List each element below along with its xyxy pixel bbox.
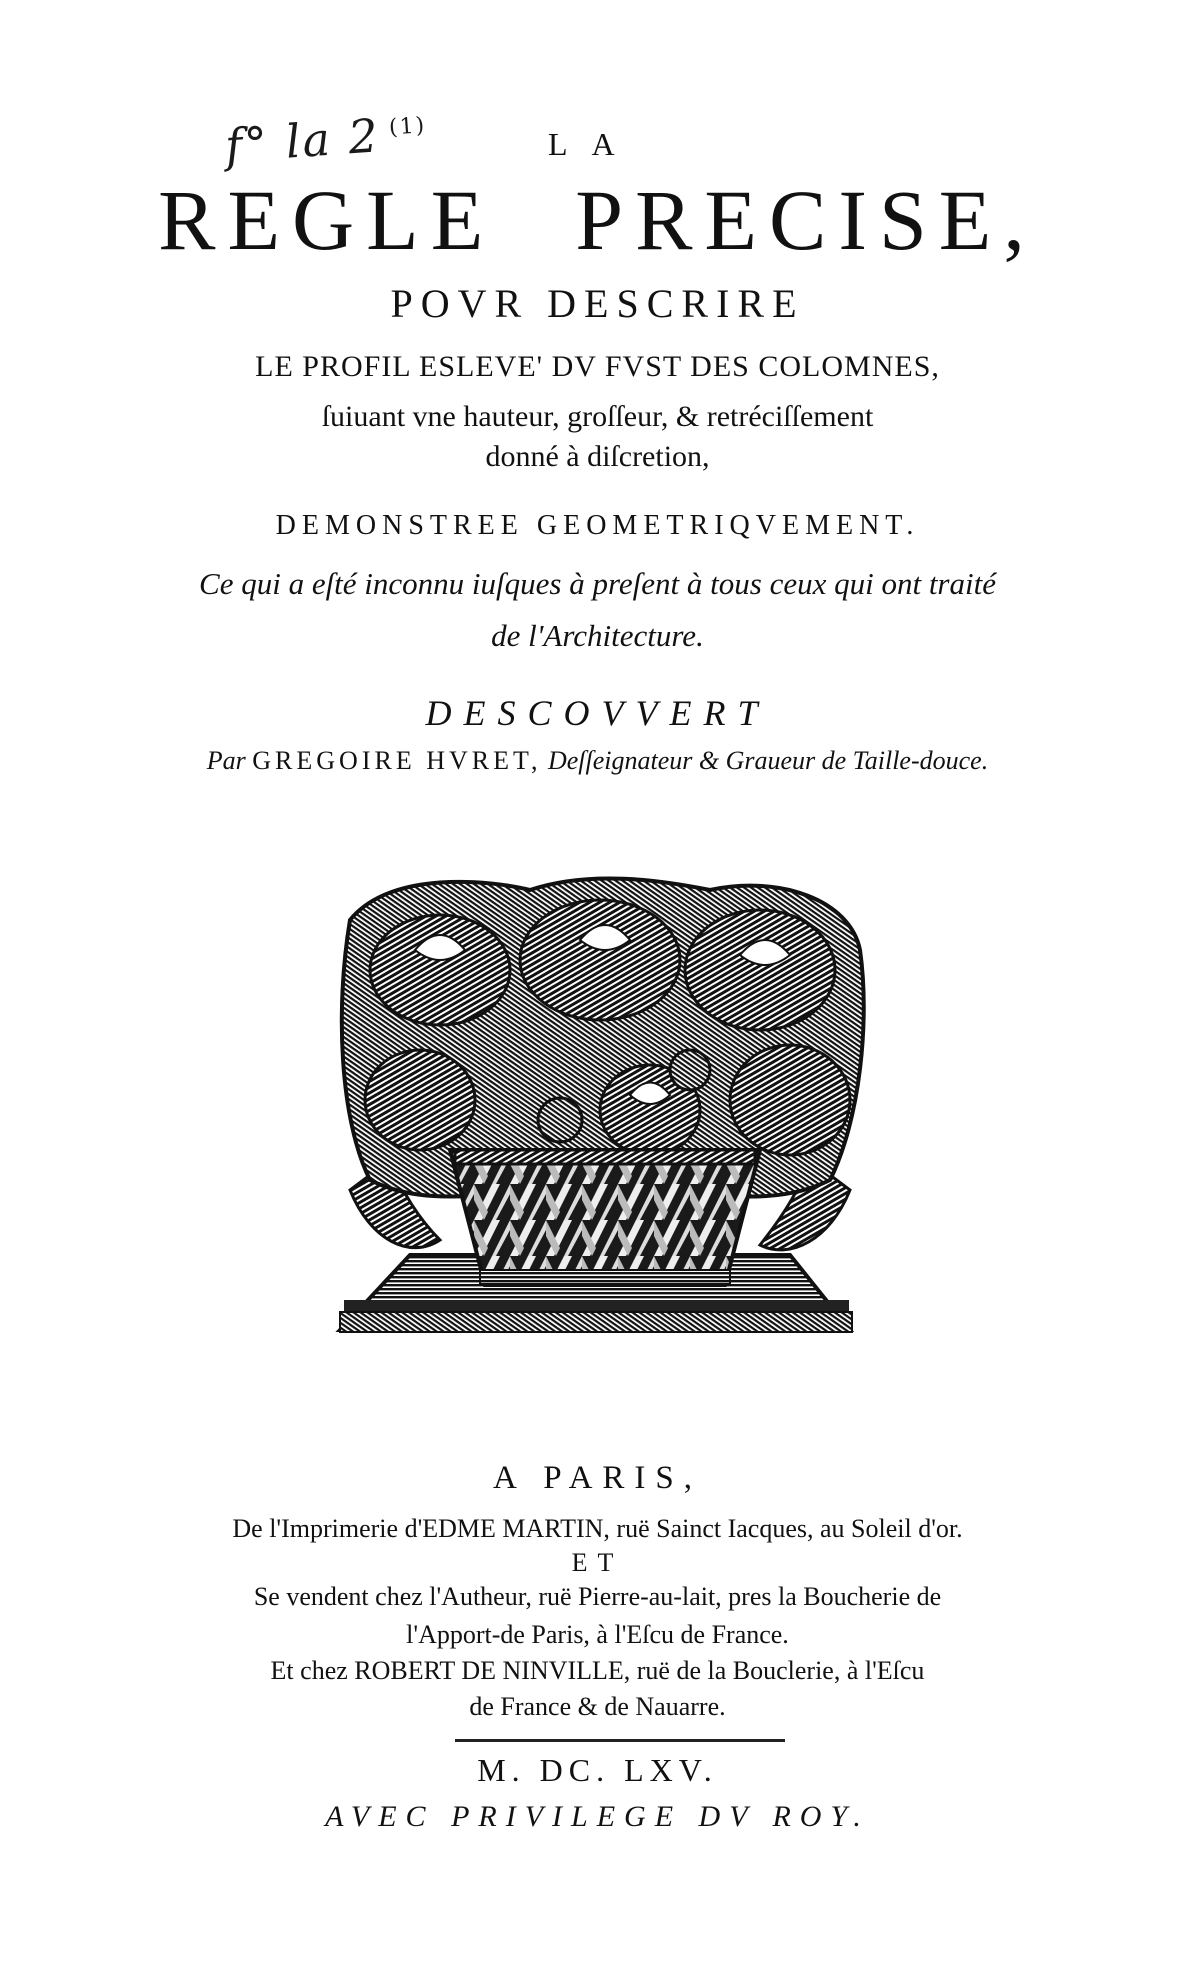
imprint-printer-address: , ruë Sainct Iacques, au Soleil d'or. [603, 1514, 963, 1543]
imprint-printer-prefix: De l'Imprimerie d' [232, 1514, 423, 1543]
handwritten-shelfmark [223, 105, 428, 173]
imprint-city: A PARIS, [492, 1460, 703, 1496]
subtitle-line-2: LE PROFIL ESLEVE' DV FVST DES COLOMNES, [255, 350, 940, 383]
discovered-heading: DESCOVVERT [425, 693, 770, 733]
imprint-et: ET [571, 1548, 624, 1577]
claim-line-1: Ce qui a eſté inconnu iuſques à preſent à tous ceux qui ont traité [199, 566, 996, 601]
imprint-printer [0, 1514, 1195, 1544]
subtitle-line-1: POVR DESCRIRE [390, 281, 805, 326]
imprint-seller-address: , ruë de la Bouclerie, à l'Eſcu [623, 1656, 925, 1685]
imprint-seller-line-4: de France & de Nauarre. [469, 1692, 726, 1721]
subtitle-line-3: ſuiuant vne hauteur, groſſeur, & retréciſſement [321, 400, 874, 433]
title-article: LA [548, 126, 639, 162]
imprint-seller-line-2: l'Apport-de Paris, à l'Eſcu de France. [406, 1620, 789, 1649]
imprint-seller-name: ROBERT DE NINVILLE [354, 1656, 624, 1685]
subtitle-line-4: donné à diſcretion, [485, 440, 710, 473]
author-line [0, 746, 1195, 776]
royal-privilege: AVEC PRIVILEGE DV ROY. [325, 1800, 870, 1833]
publication-year: M. DC. LXV. [477, 1752, 718, 1788]
subtitle-line-5: DEMONSTREE GEOMETRIQVEMENT. [275, 510, 920, 541]
imprint-printer-name: EDME MARTIN [422, 1514, 604, 1543]
claim-line-2: de l'Architecture. [491, 618, 704, 653]
author-prefix: Par [206, 746, 246, 775]
horizontal-rule [455, 1739, 785, 1742]
main-title [0, 170, 1195, 270]
shelfmark-note: (1) [388, 112, 428, 141]
author-name: GREGOIRE HVRET, [252, 746, 542, 775]
shelfmark-text: f° la 2 [223, 108, 382, 173]
main-title-word-2: PRECISE, [575, 172, 1037, 268]
imprint-seller-prefix: Et chez [270, 1656, 348, 1685]
author-role: Deſſeignateur & Graueur de Taille-douce. [547, 746, 989, 775]
main-title-word-1: REGLE [158, 172, 496, 268]
imprint-seller-line-3 [0, 1656, 1195, 1686]
imprint-seller-line-1: Se vendent chez l'Autheur, ruë Pierre-au-lait, pres la Boucherie de [253, 1582, 942, 1611]
woodcut-basket-of-flowers-illustration [330, 860, 870, 1350]
